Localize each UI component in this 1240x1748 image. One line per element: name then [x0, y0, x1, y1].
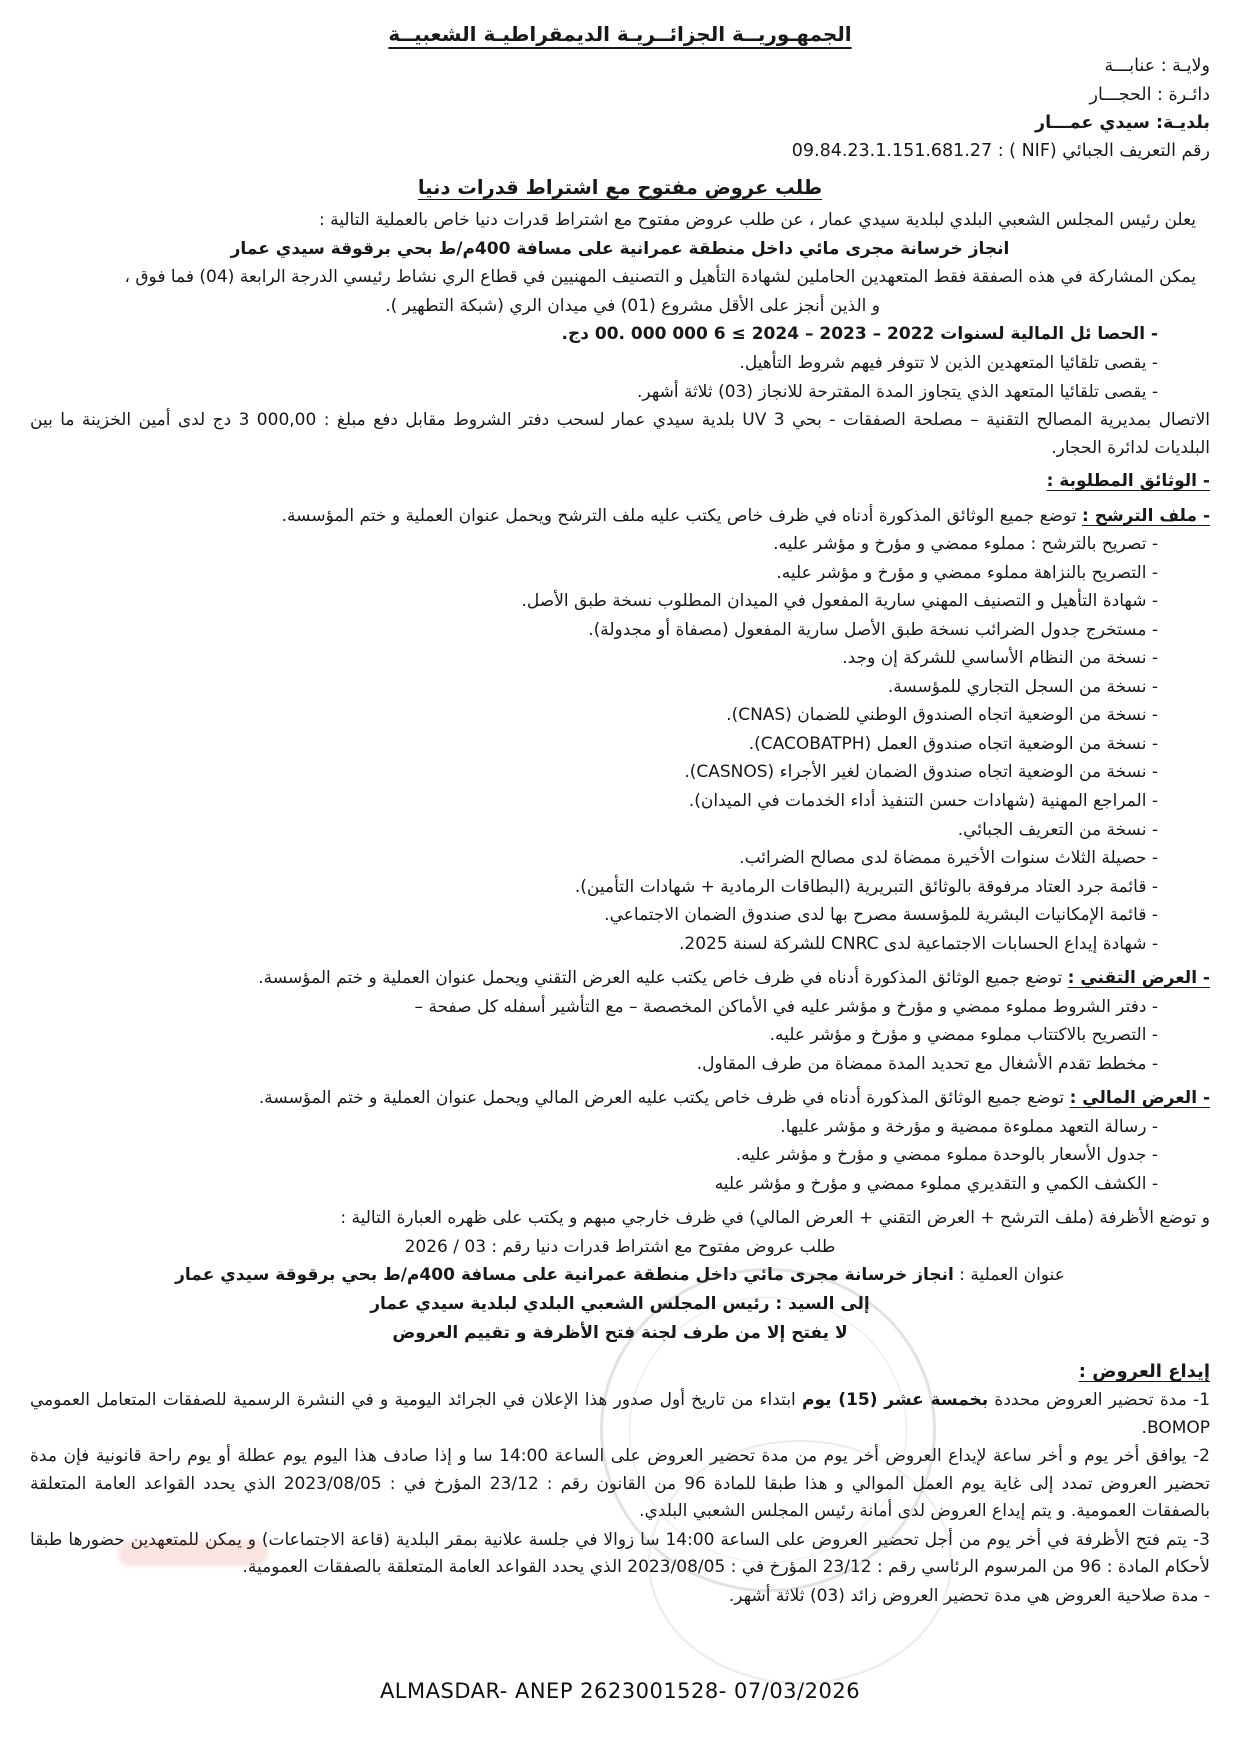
technical-item: - مخطط تقدم الأشغال مع تحديد المدة ممضاة من طرف المقاول. [696, 1053, 1158, 1074]
admin-header [30, 52, 1210, 165]
submission-paragraph-1 [30, 1387, 1210, 1442]
intro-paragraph: يعلن رئيس المجلس الشعبي البلدي لبلدية سيدي عمار ، عن طلب عروض مفتوح مع اشتراط قدرات دنيا خاص بالعملية التالية : [318, 210, 1196, 231]
candidature-item: - التصريح بالنزاهة مملوء ممضي و مؤرخ و مؤشر عليه. [776, 562, 1158, 583]
candidature-rest: توضع جميع الوثائق المذكورة أدناه في ظرف خاص يكتب عليه ملف الترشح ويحمل عنوان العملية و ختم المؤسسة. [281, 505, 1082, 526]
operation-title: انجاز خرسانة مجرى مائي داخل منطقة عمرانية على مسافة 400م/ط بحي برقوقة سيدي عمار [230, 238, 1010, 259]
candidature-item: - شهادة إيداع الحسابات الاجتماعية لدى CNRC للشركة لسنة 2025. [678, 933, 1158, 954]
technical-rest: توضع جميع الوثائق المذكورة أدناه في ظرف خاص يكتب عليه العرض التقني ويحمل عنوان العملية و ختم المؤسسة. [258, 968, 1068, 989]
submission-p1-duration: بخمسة عشر (15) يوم [802, 1390, 989, 1411]
envelope-note: و توضع الأظرفة (ملف الترشح + العرض التقني + العرض المالي) في ظرف خارجي مبهم و يكتب على ظهره العبارة التالية : [340, 1208, 1210, 1229]
envelope-operation-lead: عنوان العملية : [953, 1265, 1065, 1286]
technical-section-intro [30, 965, 1210, 993]
envelope-addressee-line: إلى السيد : رئيس المجلس الشعبي البلدي لبلدية سيدي عمار [370, 1294, 870, 1314]
financial-offer-section-intro [30, 1085, 1210, 1113]
submission-heading [30, 1357, 1210, 1386]
validity-paragraph: - مدة صلاحية العروض هي مدة تحضير العروض زائد (03) ثلاثة أشهر. [728, 1585, 1210, 1606]
financial-offer-item: - الكشف الكمي و التقديري مملوء ممضي و مؤرخ و مؤشر عليه [714, 1173, 1158, 1194]
candidature-item: - نسخة من الوضعية اتجاه صندوق العمل (CACOBATPH). [748, 733, 1158, 754]
candidature-item: - المراجع المهنية (شهادات حسن التنفيذ أداء الخدمات في الميدان). [688, 790, 1158, 811]
financial-offer-lead: - العرض المالي : [1069, 1088, 1210, 1109]
candidature-item: - مستخرج جدول الضرائب نسخة طبق الأصل سارية المفعول (مصفاة أو مجدولة). [588, 619, 1158, 640]
envelope-warning-line: لا يفتح إلا من طرف لجنة فتح الأظرفة و تقييم العروض [392, 1322, 848, 1343]
contact-paragraph: الاتصال بمديرية المصالح التقنية – مصلحة الصفقات - بحي UV 3 بلدية سيدي عمار لسحب دفتر الشروط مقابل دفع مبلغ : 3 000,00 دج لدى أمين الخزينة ما بين البلديات لدائرة الحجار. [30, 410, 1210, 458]
submission-p1-start: 1- مدة تحضير العروض محددة [988, 1390, 1211, 1411]
candidature-item: - نسخة من الوضعية اتجاه صندوق الضمان لغير الأجراء (CASNOS). [684, 762, 1158, 783]
envelope-operation-line [30, 1262, 1210, 1290]
candidature-lead: - ملف الترشح : [1081, 505, 1210, 526]
financial-offer-item: - جدول الأسعار بالوحدة مملوء ممضي و مؤرخ و مؤشر عليه. [735, 1145, 1158, 1166]
candidature-item: - نسخة من الوضعية اتجاه الصندوق الوطني للضمان (CNAS). [726, 705, 1158, 726]
exclusion-line-1: - يقصى تلقائيا المتعهدين الذين لا تتوفر فيهم شروط التأهيل. [739, 353, 1158, 373]
eligibility-line-2: و الذين أنجز على الأقل مشروع (01) في ميدان الري (شبكة التطهير ). [385, 295, 880, 316]
envelope-ref-line: طلب عروض مفتوح مع اشتراط قدرات دنيا رقم : 03 / 2026 [404, 1236, 836, 1257]
candidature-item: - حصيلة الثلاث سنوات الأخيرة ممضاة لدى مصالح الضرائب. [739, 848, 1158, 869]
submission-paragraph-3: 3- يتم فتح الأظرفة في أخر يوم من أجل تحضير العروض على الساعة 14:00 سا زوالا في جلسة علانية بمقر البلدية (قاعة الاجتماعات) و يمكن للمتعهدين حضورها طبقا لأحكام المادة : 96 من المرسوم الرئاسي رقم : 23/12 المؤرخ في : 2023/08/05 الذي يحدد القواعد العامة المتعلقة بالصفقات العمومية. [30, 1529, 1210, 1578]
documents-heading [30, 468, 1210, 496]
technical-item: - دفتر الشروط مملوء ممضي و مؤرخ و مؤشر عليه في الأماكن المخصصة – مع التأشير أسفله كل صفحة – [414, 996, 1158, 1017]
anep-footer: ALMASDAR- ANEP 2623001528- 07/03/2026 [379, 1679, 861, 1704]
technical-item: - التصريح بالاكتتاب مملوء ممضي و مؤرخ و مؤشر عليه. [769, 1025, 1158, 1046]
tender-title: طلب عروض مفتوح مع اشتراط قدرات دنيا [417, 175, 823, 199]
submission-p1-end: ابتداء من تاريخ أول صدور هذا الإعلان في الجرائد اليومية و في النشرة الرسمية للصفقات المتعامل العمومي BOMOP. [30, 1390, 1210, 1438]
candidature-item: - تصريح بالترشح : مملوء ممضي و مؤرخ و مؤشر عليه. [773, 534, 1158, 555]
documents-heading-text: - الوثائق المطلوبة : [1046, 471, 1210, 492]
financial-offer-item: - رسالة التعهد مملوءة ممضية و مؤرخة و مؤشر عليها. [780, 1116, 1158, 1137]
candidature-item: - نسخة من النظام الأساسي للشركة إن وجد. [842, 648, 1158, 669]
nif-line: رقم التعريف الجبائي (NIF ) : 09.84.23.1.151.681.27 [791, 141, 1210, 162]
submission-paragraph-2: 2- يوافق أخر يوم و أخر ساعة لإيداع العروض أخر يوم من مدة تحضير العروض على الساعة 14:00 سا و إذا صادف هذا اليوم يوم عطلة أو يوم راحة قانونية فإن مدة تحضير العروض تمدد إلى غاية يوم العمل الموالي و هذا طبقا للمادة 96 من القانون رقم : 23/12 المؤرخ في : 2023/08/05 الذي يحدد القواعد العامة المتعلقة بالصفقات العمومية. و يتم إيداع العروض لدى أمانة رئيس المجلس الشعبي البلدي. [30, 1446, 1211, 1522]
submission-heading-text: إيداع العروض : [1078, 1361, 1210, 1383]
envelope-operation-title: انجاز خرسانة مجرى مائي داخل منطقة عمرانية على مسافة 400م/ط بحي برقوقة سيدي عمار [175, 1265, 954, 1286]
financial-condition-line: - الحصا ئل المالية لسنوات 2022 – 2023 – 2024 ≥ 6 000 000 .00 دج. [561, 324, 1158, 345]
eligibility-line-1: يمكن المشاركة في هذه الصفقة فقط المتعهدين الحاملين لشهادة التأهيل و التصنيف المهنيين في قطاع الري نشاط رئيسي الدرجة الرابعة (04) فما فوق ، [124, 267, 1196, 288]
candidature-item: - نسخة من التعريف الجبائي. [957, 819, 1158, 840]
financial-offer-rest: توضع جميع الوثائق المذكورة أدناه في ظرف خاص يكتب عليه العرض المالي ويحمل عنوان العملية و ختم المؤسسة. [258, 1088, 1070, 1109]
candidature-section-intro [30, 503, 1210, 531]
commune-line: بلديـة: سيدي عمـــار [1035, 113, 1210, 134]
candidature-item: - نسخة من السجل التجاري للمؤسسة. [887, 676, 1158, 697]
republic-title: الجمهـوريــة الجزائــريـة الديمقراطيـة الشعبيــة [388, 22, 852, 46]
daira-line: دائـرة : الحجـــار [1089, 84, 1210, 105]
candidature-item: - قائمة جرد العتاد مرفوقة بالوثائق التبريرية (البطاقات الرمادية + شهادات التأمين). [574, 876, 1158, 897]
candidature-item: - شهادة التأهيل و التصنيف المهني سارية المفعول في الميدان المطلوب نسخة طبق الأصل. [521, 591, 1158, 612]
technical-lead: - العرض التقني : [1067, 968, 1210, 989]
candidature-item: - قائمة الإمكانيات البشرية للمؤسسة مصرح بها لدى صندوق الضمان الاجتماعي. [604, 905, 1158, 926]
wilaya-line: ولايـة : عنابـــة [1104, 56, 1210, 77]
exclusion-line-2: - يقصى تلقائيا المتعهد الذي يتجاوز المدة المقترحة للانجاز (03) ثلاثة أشهر. [636, 381, 1158, 402]
